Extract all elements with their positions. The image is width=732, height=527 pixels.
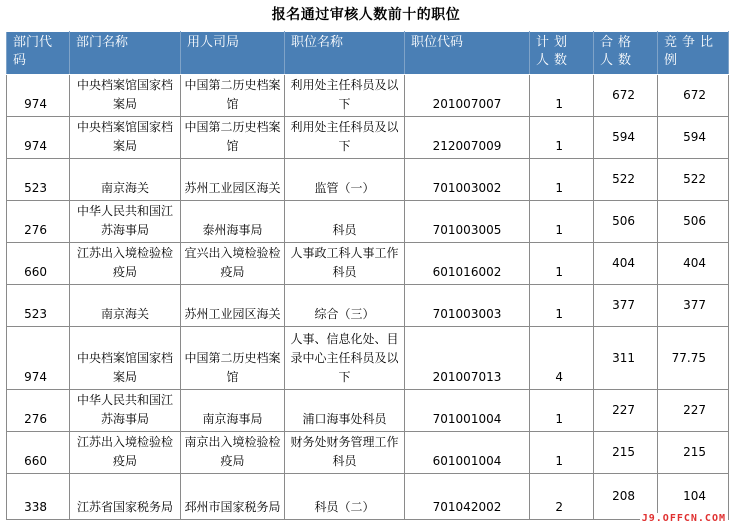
cell-plan: 1 xyxy=(530,390,594,432)
cell-ratio: 104 xyxy=(658,474,729,520)
cell-ratio: 672 xyxy=(658,75,729,117)
cell-employer: 中国第二历史档案馆 xyxy=(181,75,285,117)
cell-position-code: 701003005 xyxy=(405,201,530,243)
cell-position: 人事政工科人事工作科员 xyxy=(285,243,405,285)
cell-dept-code: 660 xyxy=(7,432,70,474)
cell-plan: 1 xyxy=(530,201,594,243)
positions-table xyxy=(6,31,729,520)
header-position-code: 职位代码 xyxy=(405,32,530,75)
header-employer: 用人司局 xyxy=(181,32,285,75)
cell-dept-code: 974 xyxy=(7,327,70,390)
cell-position: 利用处主任科员及以下 xyxy=(285,117,405,159)
cell-position: 财务处财务管理工作科员 xyxy=(285,432,405,474)
cell-position-code: 601016002 xyxy=(405,243,530,285)
table-row xyxy=(7,75,729,117)
cell-ratio: 522 xyxy=(658,159,729,201)
table-row xyxy=(7,243,729,285)
table-row xyxy=(7,285,729,327)
cell-position-code: 212007009 xyxy=(405,117,530,159)
cell-employer: 南京出入境检验检疫局 xyxy=(181,432,285,474)
cell-dept-name: 南京海关 xyxy=(70,285,181,327)
cell-qualified: 227 xyxy=(594,390,658,432)
page-title: 报名通过审核人数前十的职位 xyxy=(271,7,461,23)
cell-qualified: 215 xyxy=(594,432,658,474)
cell-qualified: 377 xyxy=(594,285,658,327)
cell-dept-code: 974 xyxy=(7,75,70,117)
cell-dept-name: 江苏出入境检验检疫局 xyxy=(70,432,181,474)
cell-employer: 邳州市国家税务局 xyxy=(181,474,285,520)
cell-qualified: 506 xyxy=(594,201,658,243)
cell-qualified: 522 xyxy=(594,159,658,201)
cell-plan: 1 xyxy=(530,432,594,474)
cell-ratio: 404 xyxy=(658,243,729,285)
cell-qualified: 311 xyxy=(594,327,658,390)
cell-plan: 1 xyxy=(530,285,594,327)
cell-position-code: 701003002 xyxy=(405,159,530,201)
cell-employer: 中国第二历史档案馆 xyxy=(181,327,285,390)
cell-ratio: 594 xyxy=(658,117,729,159)
table-row xyxy=(7,159,729,201)
cell-position-code: 201007013 xyxy=(405,327,530,390)
header-position: 职位名称 xyxy=(285,32,405,75)
cell-dept-code: 523 xyxy=(7,285,70,327)
header-dept-name: 部门名称 xyxy=(70,32,181,75)
cell-dept-code: 974 xyxy=(7,117,70,159)
cell-dept-name: 江苏省国家税务局 xyxy=(70,474,181,520)
cell-dept-name: 南京海关 xyxy=(70,159,181,201)
cell-dept-code: 660 xyxy=(7,243,70,285)
header-plan: 计划人数 xyxy=(530,32,594,75)
cell-position-code: 601001004 xyxy=(405,432,530,474)
cell-position-code: 701042002 xyxy=(405,474,530,520)
cell-position: 人事、信息化处、目录中心主任科员及以下 xyxy=(285,327,405,390)
table-row xyxy=(7,474,729,520)
cell-dept-name: 中央档案馆国家档案局 xyxy=(70,75,181,117)
cell-qualified: 208 xyxy=(594,474,658,520)
table-row xyxy=(7,432,729,474)
cell-employer: 宜兴出入境检验检疫局 xyxy=(181,243,285,285)
cell-dept-name: 中央档案馆国家档案局 xyxy=(70,117,181,159)
cell-position-code: 701001004 xyxy=(405,390,530,432)
cell-position: 科员 xyxy=(285,201,405,243)
header-row xyxy=(7,32,729,75)
header-qualified: 合格人数 xyxy=(594,32,658,75)
cell-dept-code: 276 xyxy=(7,390,70,432)
cell-employer: 中国第二历史档案馆 xyxy=(181,117,285,159)
cell-qualified: 404 xyxy=(594,243,658,285)
cell-ratio: 506 xyxy=(658,201,729,243)
cell-plan: 4 xyxy=(530,327,594,390)
cell-dept-code: 338 xyxy=(7,474,70,520)
cell-dept-name: 江苏出入境检验检疫局 xyxy=(70,243,181,285)
cell-dept-name: 中华人民共和国江苏海事局 xyxy=(70,390,181,432)
cell-employer: 苏州工业园区海关 xyxy=(181,159,285,201)
cell-plan: 1 xyxy=(530,243,594,285)
table-row xyxy=(7,117,729,159)
cell-qualified: 594 xyxy=(594,117,658,159)
cell-position: 科员（二） xyxy=(285,474,405,520)
header-ratio: 竞争比例 xyxy=(658,32,729,75)
cell-ratio: 227 xyxy=(658,390,729,432)
cell-position: 监管（一） xyxy=(285,159,405,201)
cell-position-code: 201007007 xyxy=(405,75,530,117)
table-row xyxy=(7,201,729,243)
cell-plan: 2 xyxy=(530,474,594,520)
cell-position: 综合（三） xyxy=(285,285,405,327)
cell-dept-code: 523 xyxy=(7,159,70,201)
cell-ratio: 77.75 xyxy=(658,327,729,390)
cell-dept-name: 中央档案馆国家档案局 xyxy=(70,327,181,390)
cell-position: 浦口海事处科员 xyxy=(285,390,405,432)
cell-dept-code: 276 xyxy=(7,201,70,243)
cell-qualified: 672 xyxy=(594,75,658,117)
cell-position: 利用处主任科员及以下 xyxy=(285,75,405,117)
header-dept-code: 部门代码 xyxy=(7,32,70,75)
cell-employer: 苏州工业园区海关 xyxy=(181,285,285,327)
cell-plan: 1 xyxy=(530,117,594,159)
cell-employer: 南京海事局 xyxy=(181,390,285,432)
table-row xyxy=(7,390,729,432)
cell-ratio: 377 xyxy=(658,285,729,327)
watermark: J9.OFFCN.COM xyxy=(641,513,726,524)
table-row xyxy=(7,327,729,390)
cell-position-code: 701003003 xyxy=(405,285,530,327)
cell-ratio: 215 xyxy=(658,432,729,474)
cell-employer: 泰州海事局 xyxy=(181,201,285,243)
cell-plan: 1 xyxy=(530,159,594,201)
cell-plan: 1 xyxy=(530,75,594,117)
cell-dept-name: 中华人民共和国江苏海事局 xyxy=(70,201,181,243)
